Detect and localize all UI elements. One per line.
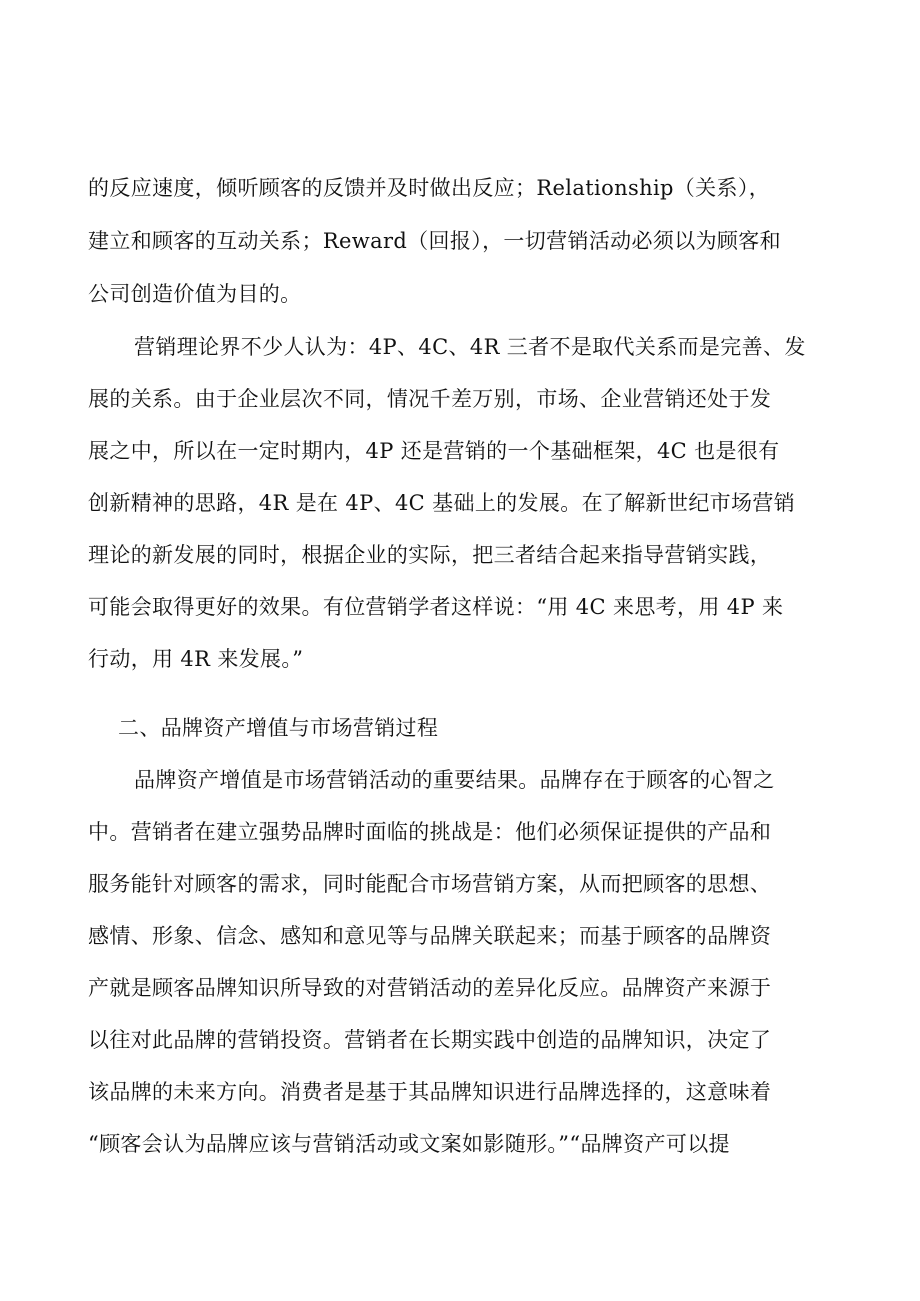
- paragraph-line: 服务能针对顾客的需求，同时能配合市场营销方案，从而把顾客的思想、: [88, 872, 772, 896]
- paragraph-line: 该品牌的未来方向。消费者是基于其品牌知识进行品牌选择的，这意味着: [88, 1080, 772, 1104]
- paragraph-line: 品牌资产增值是市场营销活动的重要结果。品牌存在于顾客的心智之: [134, 768, 775, 792]
- paragraph-line: 公司创造价值为目的。: [88, 282, 302, 306]
- paragraph-line: 营销理论界不少人认为：4P、4C、4R 三者不是取代关系而是完善、发: [134, 335, 806, 359]
- paragraph-line: 的反应速度，倾听顾客的反馈并及时做出反应；Relationship（关系），: [88, 176, 771, 200]
- paragraph-line: 可能会取得更好的效果。有位营销学者这样说：“用 4C 来思考，用 4P 来: [88, 595, 784, 619]
- paragraph-line: 建立和顾客的互动关系；Reward（回报），一切营销活动必须以为顾客和: [88, 229, 781, 253]
- paragraph-line: 创新精神的思路，4R 是在 4P、4C 基础上的发展。在了解新世纪市场营销: [88, 491, 796, 515]
- section-heading: 二、品牌资产增值与市场营销过程: [118, 716, 439, 740]
- paragraph-line: 展的关系。由于企业层次不同，情况千差万别，市场、企业营销还处于发: [88, 387, 772, 411]
- paragraph-line: “顾客会认为品牌应该与营销活动或文案如影随形。”“品牌资产可以提: [88, 1132, 730, 1156]
- paragraph-line: 理论的新发展的同时，根据企业的实际，把三者结合起来指导营销实践，: [88, 543, 772, 567]
- paragraph-line: 感情、形象、信念、感知和意见等与品牌关联起来；而基于顾客的品牌资: [88, 924, 772, 948]
- paragraph-line: 展之中，所以在一定时期内，4P 还是营销的一个基础框架，4C 也是很有: [88, 439, 780, 463]
- paragraph-line: 产就是顾客品牌知识所导致的对营销活动的差异化反应。品牌资产来源于: [88, 976, 772, 1000]
- paragraph-line: 行动，用 4R 来发展。”: [88, 647, 304, 671]
- paragraph-line: 中。营销者在建立强势品牌时面临的挑战是：他们必须保证提供的产品和: [88, 820, 772, 844]
- paragraph-line: 以往对此品牌的营销投资。营销者在长期实践中创造的品牌知识，决定了: [88, 1028, 772, 1052]
